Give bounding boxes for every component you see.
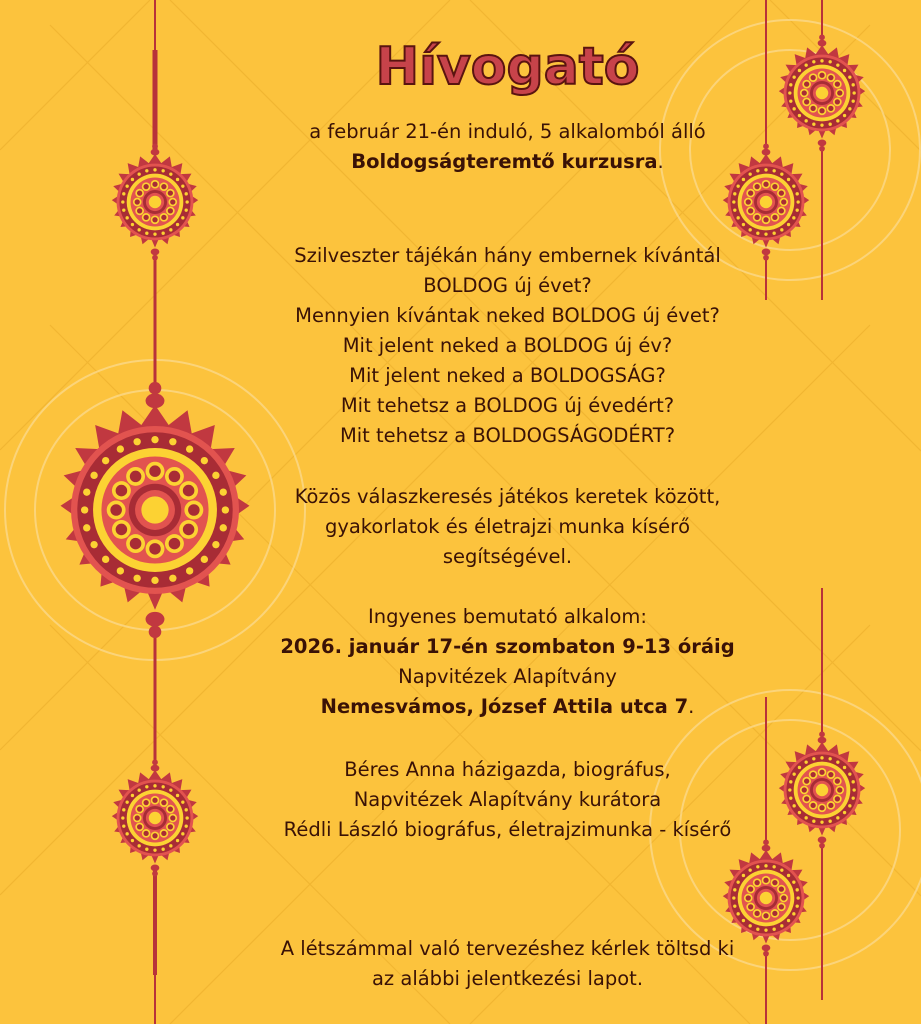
description-line: Közös válaszkeresés játékos keretek között, [294,485,721,508]
intro-line: a február 21-én induló, 5 alkalomból álló [309,120,706,143]
question-line: Mit jelent neked a BOLDOG új év? [342,334,673,357]
question-line: Szilveszter tájékán hány embernek kívántál [294,244,721,267]
page-title: Hívogató [375,37,640,97]
host-line: Napvitézek Alapítvány kurátora [353,788,662,811]
question-line: Mit tehetsz a BOLDOG új évedért? [340,394,675,417]
event-label: Ingyenes bemutató alkalom: [367,605,648,628]
closing-line: az alábbi jelentkezési lapot. [371,967,644,990]
question-line: BOLDOG új évet? [423,274,592,297]
question-line: Mennyien kívántak neked BOLDOG új évet? [295,304,720,327]
course-name: Boldogságteremtő kurzusra. [351,150,664,173]
event-address: Nemesvámos, József Attila utca 7. [320,695,695,718]
event-organization: Napvitézek Alapítvány [398,665,617,688]
host-line: Rédli László biográfus, életrajzimunka - kísérő [283,818,732,841]
question-line: Mit jelent neked a BOLDOGSÁG? [349,364,666,387]
description-line: segítségével. [442,545,573,568]
description-line: gyakorlatok és életrajzi munka kísérő [324,515,691,538]
question-line: Mit tehetsz a BOLDOGSÁGODÉRT? [339,424,676,447]
host-line: Béres Anna házigazda, biográfus, [344,758,671,781]
closing-line: A létszámmal való tervezéshez kérlek töltsd ki [280,937,735,960]
course-name-bold: Boldogságteremtő kurzusra [351,150,658,173]
event-date: 2026. január 17-én szombaton 9-13 óráig [280,635,735,658]
